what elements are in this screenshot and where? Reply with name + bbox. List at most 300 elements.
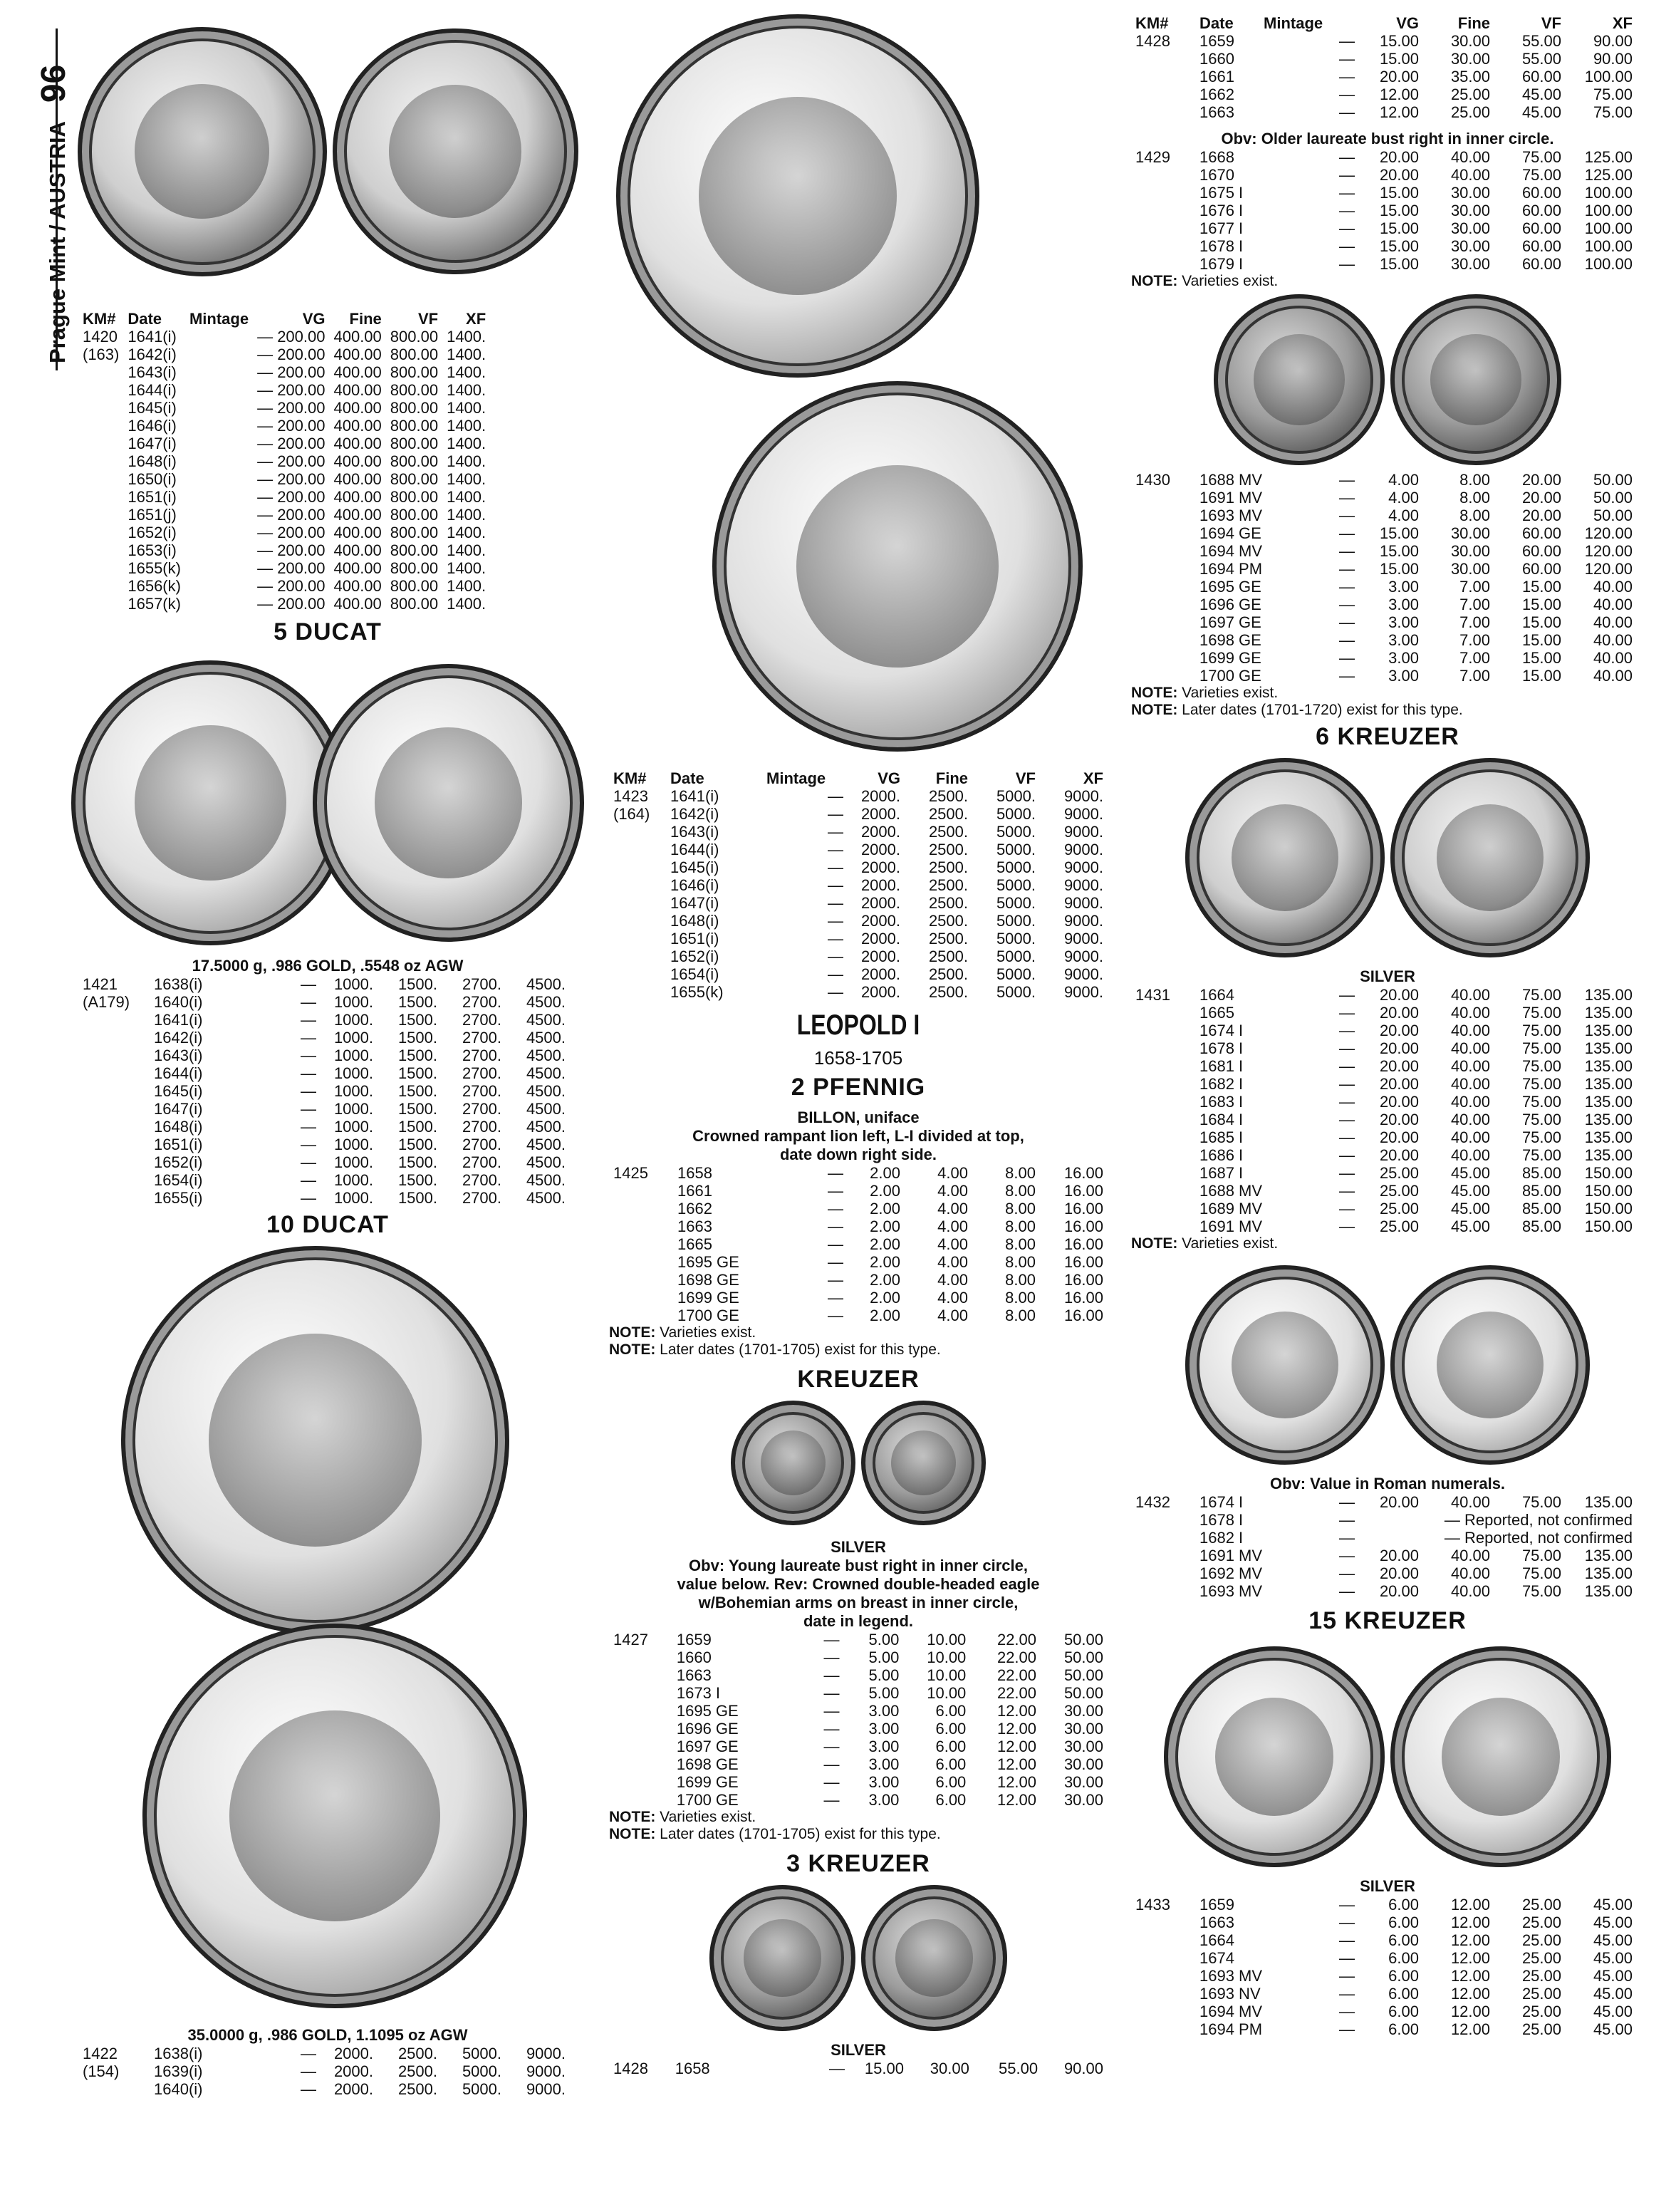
column-2 [609, 14, 1108, 2077]
date-cell: 1660 [1199, 50, 1234, 68]
mintage-cell [185, 328, 253, 346]
fine-cell: 40.00 [1450, 148, 1490, 166]
vg-cell: — 200.00 [257, 470, 326, 488]
coin-reverse-image [861, 1885, 1007, 2031]
xf-cell: 30.00 [1063, 1773, 1103, 1791]
coin-pair-km1427 [609, 1393, 1108, 1532]
fine-cell: 40.00 [1450, 1493, 1490, 1511]
km-cell [609, 1702, 672, 1720]
xf-cell: 16.00 [1063, 1200, 1103, 1217]
date-cell: 1686 I [1199, 1146, 1244, 1164]
table-row [1131, 1022, 1637, 1039]
km-cell [609, 1235, 673, 1253]
fine-cell: 1500. [397, 1064, 437, 1082]
date-cell: 1695 GE [677, 1253, 739, 1271]
fine-cell: 6.00 [935, 1755, 967, 1773]
coin-reverse-image [1390, 294, 1561, 465]
mintage-cell: — [301, 1153, 316, 1171]
price-table [78, 975, 570, 1207]
xf-cell: 4500. [526, 1082, 566, 1100]
xf-cell: 40.00 [1593, 667, 1633, 685]
coin-metal: SILVER [831, 1538, 886, 1556]
fine-cell: 30.00 [1450, 184, 1490, 202]
table-body [78, 975, 570, 1207]
note-label: NOTE: [609, 1826, 656, 1842]
km-cell [1131, 489, 1195, 507]
mintage-cell: — [301, 2080, 316, 2098]
vg-cell: — 200.00 [257, 346, 326, 363]
km-cell [1131, 1039, 1195, 1057]
coin-obverse-image [616, 14, 979, 378]
km-cell [1131, 1985, 1195, 2003]
vg-cell: 4.00 [1388, 471, 1419, 489]
date-cell: 1659 [1199, 1896, 1234, 1914]
ruler-name: LEOPOLD I [796, 1009, 920, 1041]
date-cell: 1700 GE [677, 1307, 739, 1324]
date-cell: 1640(i) [154, 993, 203, 1011]
km-cell [1131, 1582, 1195, 1600]
table-row [1131, 1004, 1637, 1022]
vg-cell: 2.00 [870, 1271, 900, 1289]
vf-cell: 45.00 [1521, 85, 1561, 103]
date-cell: 1692 MV [1199, 1564, 1263, 1582]
col-vf: VF [1015, 769, 1036, 787]
mintage-cell: — [828, 787, 843, 805]
date-cell: 1643(i) [154, 1047, 203, 1064]
date-cell: 1647(i) [154, 1100, 203, 1118]
mintage-cell: — [1339, 631, 1355, 649]
vf-cell: 5000. [996, 965, 1036, 983]
vg-cell: 4.00 [1388, 507, 1419, 524]
vf-cell: 2700. [462, 1171, 501, 1189]
xf-cell: 4500. [526, 1029, 566, 1047]
mintage-cell: — [1339, 1111, 1355, 1128]
vf-cell: 60.00 [1521, 237, 1561, 255]
fine-cell: 40.00 [1450, 1547, 1490, 1564]
vf-cell: 800.00 [390, 435, 439, 452]
table-row [78, 1189, 570, 1207]
fine-cell: 400.00 [333, 346, 382, 363]
mintage-cell: — [301, 1064, 316, 1082]
vg-cell: 3.00 [1388, 631, 1419, 649]
fine-cell: 6.00 [935, 1773, 967, 1791]
table-row [1131, 1914, 1637, 1931]
vf-cell: 75.00 [1521, 148, 1561, 166]
mintage-cell: — [1339, 1564, 1355, 1582]
table-row [1131, 1164, 1637, 1182]
mintage-cell: — [1339, 1547, 1355, 1564]
xf-cell: 135.00 [1584, 1039, 1633, 1057]
column-1 [71, 14, 584, 2098]
mintage-cell: — [1339, 1493, 1355, 1511]
fine-cell: 4.00 [937, 1235, 968, 1253]
coin-description: value below. Rev: Crowned double-headed eagle [677, 1575, 1040, 1593]
coin-description: date down right side. [779, 1146, 937, 1163]
mintage-cell: — [823, 1755, 840, 1773]
note [609, 1809, 1108, 1826]
mintage-cell [185, 346, 253, 363]
table-row [609, 1755, 1108, 1773]
km-cell [609, 841, 666, 858]
col-xf: XF [466, 310, 486, 328]
xf-cell: 100.00 [1584, 202, 1633, 219]
vf-cell: 75.00 [1521, 1093, 1561, 1111]
xf-cell: 4500. [526, 1118, 566, 1136]
fine-cell: 10.00 [927, 1648, 967, 1666]
xf-cell: 50.00 [1593, 471, 1633, 489]
vg-cell: — 200.00 [257, 524, 326, 541]
table-row [1131, 1111, 1637, 1128]
fine-cell: 40.00 [1450, 1039, 1490, 1057]
km-cell [1131, 1164, 1195, 1182]
xf-cell: 135.00 [1584, 1582, 1633, 1600]
vf-cell: 800.00 [390, 559, 439, 577]
km-cell [1131, 1949, 1195, 1967]
vf-cell: 8.00 [1005, 1235, 1036, 1253]
xf-cell: 4500. [526, 1064, 566, 1082]
date-cell: 1679 I [1199, 255, 1244, 273]
xf-cell: 135.00 [1584, 1111, 1633, 1128]
date-cell: 1698 GE [676, 1755, 739, 1773]
xf-cell: 135.00 [1584, 1564, 1633, 1582]
km-cell [1131, 1111, 1195, 1128]
fine-cell: 400.00 [333, 470, 382, 488]
fine-cell: 40.00 [1450, 1111, 1490, 1128]
vf-cell: 12.00 [996, 1755, 1037, 1773]
vf-cell: 8.00 [1005, 1253, 1036, 1271]
date-cell: 1697 GE [676, 1738, 739, 1755]
vf-cell: 8.00 [1005, 1307, 1036, 1324]
date-cell: 1659 [1199, 32, 1234, 50]
coin-description: Crowned rampant lion left, L-I divided at top, [692, 1127, 1024, 1145]
table-row [1131, 631, 1637, 649]
mintage-cell: — [1339, 184, 1355, 202]
date-cell: 1688 MV [1199, 471, 1263, 489]
vf-cell: 12.00 [996, 1702, 1037, 1720]
fine-cell: 30.00 [930, 2060, 969, 2077]
vf-cell: 800.00 [390, 595, 439, 613]
section-heading-10-ducat: 10 DUCAT [266, 1211, 389, 1238]
vf-cell: 5000. [996, 787, 1036, 805]
mintage-cell: — [1339, 1039, 1355, 1057]
table-row [78, 577, 490, 595]
vg-cell: 2000. [333, 2062, 373, 2080]
vg-cell: 2000. [860, 876, 900, 894]
km-cell [1131, 166, 1195, 184]
xf-cell: 40.00 [1593, 578, 1633, 596]
note [609, 1826, 1108, 1843]
table-row [609, 858, 1108, 876]
date-cell: 1652(i) [670, 947, 719, 965]
date-cell: 1653(i) [127, 541, 177, 559]
fine-cell: 400.00 [333, 595, 382, 613]
mintage-cell: — [823, 1773, 840, 1791]
mintage-cell: — [301, 1100, 316, 1118]
price-table [1131, 1493, 1637, 1600]
table-row [78, 399, 490, 417]
date-cell: 1695 GE [1199, 578, 1261, 596]
fine-cell: 2500. [928, 930, 968, 947]
vg-cell: 6.00 [1388, 1967, 1419, 1985]
vf-cell: 12.00 [996, 1773, 1037, 1791]
vg-cell: 5.00 [868, 1666, 900, 1684]
coin-pair-km1420 [71, 14, 584, 289]
vf-cell: 800.00 [390, 470, 439, 488]
fine-cell: 12.00 [1450, 1967, 1490, 1985]
mintage-cell: — [1339, 219, 1355, 237]
fine-cell: 6.00 [935, 1720, 967, 1738]
date-cell: 1661 [677, 1182, 712, 1200]
vf-cell: 25.00 [1521, 1985, 1561, 2003]
km-cell: (164) [613, 805, 650, 823]
table-row [1131, 237, 1637, 255]
table-body [1131, 148, 1637, 273]
date-cell: 1674 I [1199, 1022, 1244, 1039]
vf-cell: 5000. [996, 841, 1036, 858]
vg-cell: — 200.00 [257, 399, 326, 417]
xf-cell: 90.00 [1063, 2060, 1103, 2077]
fine-cell: 400.00 [333, 488, 382, 506]
price-table [1131, 148, 1637, 273]
date-cell: 1662 [1199, 85, 1234, 103]
xf-cell: 50.00 [1063, 1648, 1103, 1666]
table-row [78, 541, 490, 559]
date-cell: 1657(k) [127, 595, 181, 613]
km-cell [1131, 202, 1195, 219]
vf-cell: 22.00 [996, 1684, 1037, 1702]
table-row [1131, 2020, 1637, 2038]
vg-cell: — Reported, not confirmed [1444, 1511, 1633, 1529]
km-cell [78, 1047, 150, 1064]
table-row [1131, 202, 1637, 219]
xf-cell: 1400. [447, 363, 486, 381]
section-heading-2-pfennig: 2 PFENNIG [791, 1074, 926, 1101]
note-text: Varieties exist. [1182, 685, 1279, 701]
fine-cell: 400.00 [333, 541, 382, 559]
vg-cell: 3.00 [1388, 578, 1419, 596]
coin-reverse-image [1390, 758, 1590, 957]
vf-cell: 800.00 [390, 577, 439, 595]
vg-cell: 20.00 [1379, 1075, 1419, 1093]
mintage-cell: — [828, 805, 843, 823]
table-row [609, 1217, 1108, 1235]
running-head [13, 28, 73, 399]
mintage-cell: — [828, 1253, 843, 1271]
date-cell: 1700 GE [1199, 667, 1261, 685]
mintage-cell: — [828, 876, 843, 894]
xf-cell: 30.00 [1063, 1720, 1103, 1738]
fine-cell: 4.00 [937, 1253, 968, 1271]
xf-cell: 50.00 [1063, 1631, 1103, 1648]
fine-cell: 30.00 [1450, 202, 1490, 219]
date-cell: 1694 PM [1199, 560, 1263, 578]
vg-cell: 2000. [860, 841, 900, 858]
vg-cell: 2000. [333, 2080, 373, 2098]
km-cell [1131, 1075, 1195, 1093]
mintage-cell: — [1339, 524, 1355, 542]
xf-cell: 9000. [1063, 876, 1103, 894]
table-row [609, 1720, 1108, 1738]
km-cell [78, 381, 123, 399]
date-cell: 1664 [1199, 986, 1234, 1004]
vf-cell: 5000. [996, 912, 1036, 930]
coin-pair-km1433 [1131, 1639, 1644, 1874]
vf-cell: 60.00 [1521, 542, 1561, 560]
date-cell: 1677 I [1199, 219, 1244, 237]
vg-cell: 15.00 [864, 2060, 904, 2077]
mintage-cell [185, 524, 253, 541]
date-cell: 1665 [677, 1235, 712, 1253]
km-cell [609, 1200, 673, 1217]
table-row [1131, 613, 1637, 631]
vf-cell: 55.00 [999, 2060, 1039, 2077]
mintage-cell: — [823, 1720, 840, 1738]
mintage-cell: — [301, 1082, 316, 1100]
mintage-cell: — [1339, 1075, 1355, 1093]
coin-obverse-image [1164, 1646, 1385, 1867]
mintage-cell: — [828, 1182, 843, 1200]
date-cell: 1638(i) [154, 2045, 203, 2062]
mintage-cell: — [301, 2045, 316, 2062]
mintage-cell: — [1339, 596, 1355, 613]
vf-cell: 60.00 [1521, 68, 1561, 85]
fine-cell: 45.00 [1450, 1217, 1490, 1235]
date-cell: 1696 GE [676, 1720, 739, 1738]
km-cell: 1423 [613, 787, 648, 805]
vg-cell: 2000. [860, 894, 900, 912]
vf-cell: 55.00 [1521, 32, 1561, 50]
km-cell [78, 595, 123, 613]
mintage-cell [185, 363, 253, 381]
table-row [609, 894, 1108, 912]
xf-cell: 9000. [1063, 894, 1103, 912]
vg-cell: 2.00 [870, 1289, 900, 1307]
table-body [1131, 1493, 1637, 1600]
table-row [78, 1136, 570, 1153]
vg-cell: 20.00 [1379, 1146, 1419, 1164]
vg-cell: 20.00 [1379, 68, 1419, 85]
mintage-cell: — [1339, 202, 1355, 219]
xf-cell: 100.00 [1584, 255, 1633, 273]
date-cell: 1663 [1199, 1914, 1234, 1931]
table-row [1131, 560, 1637, 578]
km-cell [609, 912, 666, 930]
km-cell [78, 399, 123, 417]
mintage-cell: — [823, 1791, 840, 1809]
km-cell [609, 1253, 673, 1271]
vf-cell: 75.00 [1521, 1582, 1561, 1600]
km-cell [78, 524, 123, 541]
xf-cell: 125.00 [1584, 148, 1633, 166]
fine-cell: 10.00 [927, 1684, 967, 1702]
vf-cell: 75.00 [1521, 986, 1561, 1004]
xf-cell: 40.00 [1593, 596, 1633, 613]
vg-cell: 15.00 [1379, 50, 1419, 68]
fine-cell: 1500. [397, 1118, 437, 1136]
vg-cell: 2000. [860, 930, 900, 947]
fine-cell: 12.00 [1450, 1949, 1490, 1967]
fine-cell: 7.00 [1459, 596, 1490, 613]
xf-cell: 9000. [1063, 858, 1103, 876]
date-cell: 1645(i) [127, 399, 177, 417]
km-cell [78, 577, 123, 595]
vf-cell: 25.00 [1521, 2020, 1561, 2038]
xf-cell: 4500. [526, 1047, 566, 1064]
mintage-cell: — [301, 1047, 316, 1064]
km-cell [609, 1773, 672, 1791]
mintage-cell: — [1339, 1967, 1355, 1985]
vf-cell: 75.00 [1521, 1111, 1561, 1128]
mintage-cell: — [1339, 489, 1355, 507]
fine-cell: 30.00 [1450, 560, 1490, 578]
vg-cell: 1000. [333, 1153, 373, 1171]
table-row [78, 452, 490, 470]
note-label: NOTE: [609, 1324, 656, 1341]
note [1131, 1235, 1644, 1252]
coin-metal: SILVER [831, 2041, 886, 2059]
xf-cell: 4500. [526, 1011, 566, 1029]
price-table [609, 2060, 1108, 2077]
table-row [78, 524, 490, 541]
date-cell: 1645(i) [154, 1082, 203, 1100]
table-row [1131, 2003, 1637, 2020]
col-mintage: Mintage [1264, 14, 1323, 32]
col-vg: VG [878, 769, 900, 787]
vf-cell: 2700. [462, 1136, 501, 1153]
fine-cell: 7.00 [1459, 613, 1490, 631]
mintage-cell: — [1339, 166, 1355, 184]
vf-cell: 15.00 [1521, 613, 1561, 631]
table-row [78, 346, 490, 363]
vg-cell: — 200.00 [257, 577, 326, 595]
vg-cell: 2000. [860, 805, 900, 823]
table-row [1131, 1511, 1637, 1529]
vg-cell: 1000. [333, 1011, 373, 1029]
vg-cell: 15.00 [1379, 255, 1419, 273]
mintage-cell: — [301, 1118, 316, 1136]
col-mintage: Mintage [189, 310, 249, 328]
xf-cell: 16.00 [1063, 1235, 1103, 1253]
fine-cell: 7.00 [1459, 667, 1490, 685]
km-cell [1131, 613, 1195, 631]
section-heading-5-ducat: 5 DUCAT [274, 618, 382, 645]
mintage-cell: — [829, 2060, 845, 2077]
mintage-cell: — [828, 841, 843, 858]
mintage-cell: — [823, 1738, 840, 1755]
col-date: Date [127, 310, 162, 328]
vf-cell: 800.00 [390, 417, 439, 435]
vg-cell: — 200.00 [257, 559, 326, 577]
mintage-cell: — [828, 858, 843, 876]
mintage-cell: — [1339, 50, 1355, 68]
col-vg: VG [1396, 14, 1419, 32]
fine-cell: 30.00 [1450, 50, 1490, 68]
mintage-cell: — [1339, 649, 1355, 667]
mintage-cell [185, 595, 253, 613]
xf-cell: 40.00 [1593, 631, 1633, 649]
vf-cell: 5000. [996, 894, 1036, 912]
xf-cell: 4500. [526, 1189, 566, 1207]
table-row [78, 1011, 570, 1029]
xf-cell: 75.00 [1593, 103, 1633, 121]
fine-cell: 2500. [928, 787, 968, 805]
km-cell [1131, 85, 1195, 103]
vf-cell: 5000. [996, 983, 1036, 1001]
km-cell [609, 1307, 673, 1324]
table-row [609, 1164, 1108, 1182]
vf-cell: 12.00 [996, 1738, 1037, 1755]
mintage-cell: — [1339, 1182, 1355, 1200]
